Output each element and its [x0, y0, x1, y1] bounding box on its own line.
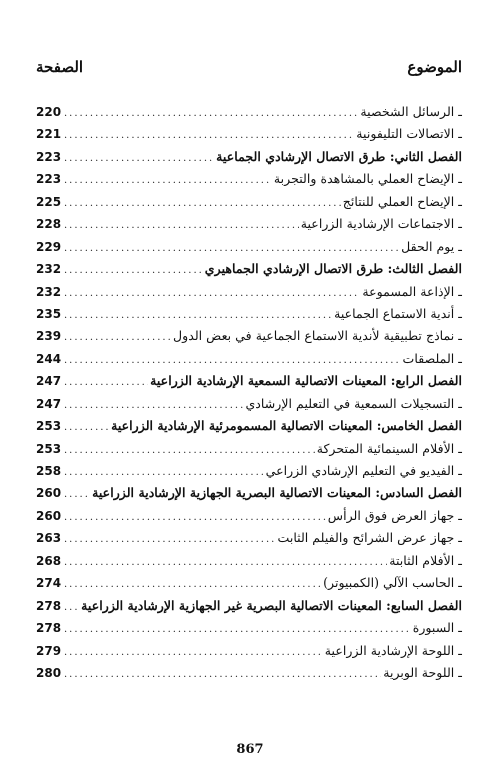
toc-entry-page: 228: [36, 217, 62, 232]
toc-entry-title: الفصل الخامس: المعينات الاتصالية المسمومرئية الإرشادية الزراعية: [111, 418, 462, 434]
toc-entry-title: الفصل الثاني: طرق الاتصال الإرشادي الجماعية: [216, 148, 462, 164]
dot-leader: [62, 327, 171, 349]
toc-entry-row: [36, 393, 462, 415]
toc-entry-row: [36, 281, 462, 303]
dot-leader: [62, 103, 358, 125]
toc-entry-row: [36, 101, 462, 123]
toc-entry-page: 239: [36, 329, 62, 344]
toc-entry-row: [36, 640, 462, 662]
dot-leader: [62, 260, 203, 282]
toc-entry-row: [36, 168, 462, 190]
toc-entry-page: 260: [36, 486, 62, 501]
toc-entry-page: 280: [36, 665, 62, 680]
dot-leader: [62, 350, 401, 372]
toc-entry-row: [36, 438, 462, 460]
toc-entry-title: ـ يوم الحقل: [401, 238, 462, 254]
dot-leader: [62, 529, 275, 551]
toc-entry-row: [36, 325, 462, 347]
toc-chapter-row: [36, 258, 462, 280]
toc-entry-page: 232: [36, 284, 62, 299]
toc-entry-row: [36, 303, 462, 325]
toc-entry-page: 253: [36, 441, 62, 456]
toc-entry-page: 221: [36, 127, 62, 142]
toc-entry-page: 263: [36, 531, 62, 546]
toc-entry-row: [36, 236, 462, 258]
dot-leader: [62, 215, 299, 237]
dot-leader: [62, 462, 264, 484]
toc-entry-title: الفصل السادس: المعينات الاتصالية البصرية الجهازية الإرشادية الزراعية: [92, 485, 462, 501]
toc-entry-title: ـ اللوحة الوبرية: [383, 664, 462, 680]
toc-entry-row: [36, 191, 462, 213]
dot-leader: [62, 193, 341, 215]
toc-entry-title: ـ اللوحة الإرشادية الزراعية: [324, 642, 462, 658]
toc-entry-title: ـ الحاسب الآلي (الكمبيوتر): [323, 575, 462, 591]
toc-entry-title: ـ التسجيلات السمعية في التعليم الإرشادي: [245, 395, 462, 411]
dot-leader: [62, 619, 411, 641]
toc-entry-row: [36, 505, 462, 527]
toc-entry-page: 225: [36, 194, 62, 209]
toc-entry-page: 260: [36, 508, 62, 523]
toc-entry-title: الفصل السابع: المعينات الاتصالية البصرية غير الجهازية الإرشادية الزراعية: [81, 597, 462, 613]
toc-entry-title: الفصل الرابع: المعينات الاتصالية السمعية الإرشادية الزراعية: [150, 373, 462, 389]
toc-entry-row: [36, 348, 462, 370]
toc-entry-title: ـ جهاز العرض فوق الرأس: [327, 507, 462, 523]
toc-entry-title: ـ الأفلام الثابتة: [389, 552, 462, 568]
toc-entry-title: ـ السبورة: [412, 620, 462, 636]
toc-entry-page: 247: [36, 374, 62, 389]
toc-entry-title: ـ الإذاعة المسموعة: [362, 283, 462, 299]
toc-entry-title: ـ الاتصالات التليفونية: [356, 126, 462, 142]
toc-entry-row: [36, 617, 462, 639]
dot-leader: [62, 552, 387, 574]
toc-chapter-row: [36, 415, 462, 437]
dot-leader: [62, 484, 90, 506]
dot-leader: [62, 574, 321, 596]
toc-chapter-row: [36, 146, 462, 168]
dot-leader: [62, 148, 214, 170]
toc-entry-title: ـ الملصقات: [402, 350, 462, 366]
toc-entry-title: ـ نماذج تطبيقية لأندية الاستماع الجماعية في بعض الدول: [172, 328, 462, 344]
toc-entry-title: الفصل الثالث: طرق الاتصال الإرشادي الجماهيري: [204, 261, 462, 277]
toc-entry-title: ـ الإيضاح العملي بالمشاهدة والتجربة: [273, 171, 462, 187]
table-of-contents: [36, 101, 462, 684]
toc-entry-page: 235: [36, 306, 62, 321]
dot-leader: [62, 507, 326, 529]
dot-leader: [62, 642, 323, 664]
topic-column-label: الموضوع: [407, 58, 462, 76]
dot-leader: [62, 170, 272, 192]
toc-entry-page: 258: [36, 464, 62, 478]
toc-entry-row: [36, 550, 462, 572]
toc-entry-title: ـ الاجتماعات الإرشادية الزراعية: [300, 216, 462, 232]
dot-leader: [62, 305, 332, 327]
toc-entry-page: 268: [36, 553, 62, 568]
toc-chapter-row: [36, 482, 462, 504]
toc-entry-page: 278: [36, 598, 62, 613]
toc-entry-page: 278: [36, 621, 62, 636]
dot-leader: [62, 664, 381, 686]
page-number: 867: [236, 742, 264, 757]
toc-entry-row: [36, 460, 462, 482]
toc-entry-title: ـ أندية الاستماع الجماعية: [334, 305, 462, 321]
toc-entry-title: ـ الأفلام السينمائية المتحركة: [316, 440, 462, 456]
toc-entry-page: 253: [36, 419, 62, 434]
dot-leader: [62, 395, 243, 417]
toc-entry-row: [36, 123, 462, 145]
dot-leader: [62, 125, 354, 147]
toc-entry-title: ـ الفيديو في التعليم الإرشادي الزراعي: [265, 463, 462, 478]
toc-entry-page: 223: [36, 172, 62, 187]
toc-entry-row: [36, 213, 462, 235]
page-column-label: الصفحة: [36, 58, 84, 76]
toc-entry-row: [36, 662, 462, 684]
toc-entry-page: 279: [36, 643, 62, 658]
toc-entry-page: 244: [36, 351, 62, 366]
toc-entry-row: [36, 572, 462, 594]
toc-entry-page: 247: [36, 396, 62, 411]
toc-entry-page: 229: [36, 239, 62, 254]
toc-entry-page: 220: [36, 105, 62, 119]
dot-leader: [62, 440, 315, 462]
dot-leader: [62, 417, 109, 439]
toc-entry-title: ـ الإيضاح العملي للنتائج: [342, 193, 462, 209]
dot-leader: [62, 283, 360, 305]
dot-leader: [62, 238, 399, 260]
toc-chapter-row: [36, 595, 462, 617]
dot-leader: [62, 597, 79, 619]
toc-entry-title: ـ جهاز عرض الشرائح والفيلم الثابت: [277, 530, 462, 546]
toc-header: [36, 58, 462, 82]
toc-entry-page: 223: [36, 149, 62, 164]
toc-entry-page: 232: [36, 262, 62, 277]
toc-chapter-row: [36, 370, 462, 392]
toc-entry-title: ـ الرسائل الشخصية: [360, 104, 462, 119]
dot-leader: [62, 372, 148, 394]
toc-entry-page: 274: [36, 576, 62, 591]
toc-entry-row: [36, 527, 462, 549]
